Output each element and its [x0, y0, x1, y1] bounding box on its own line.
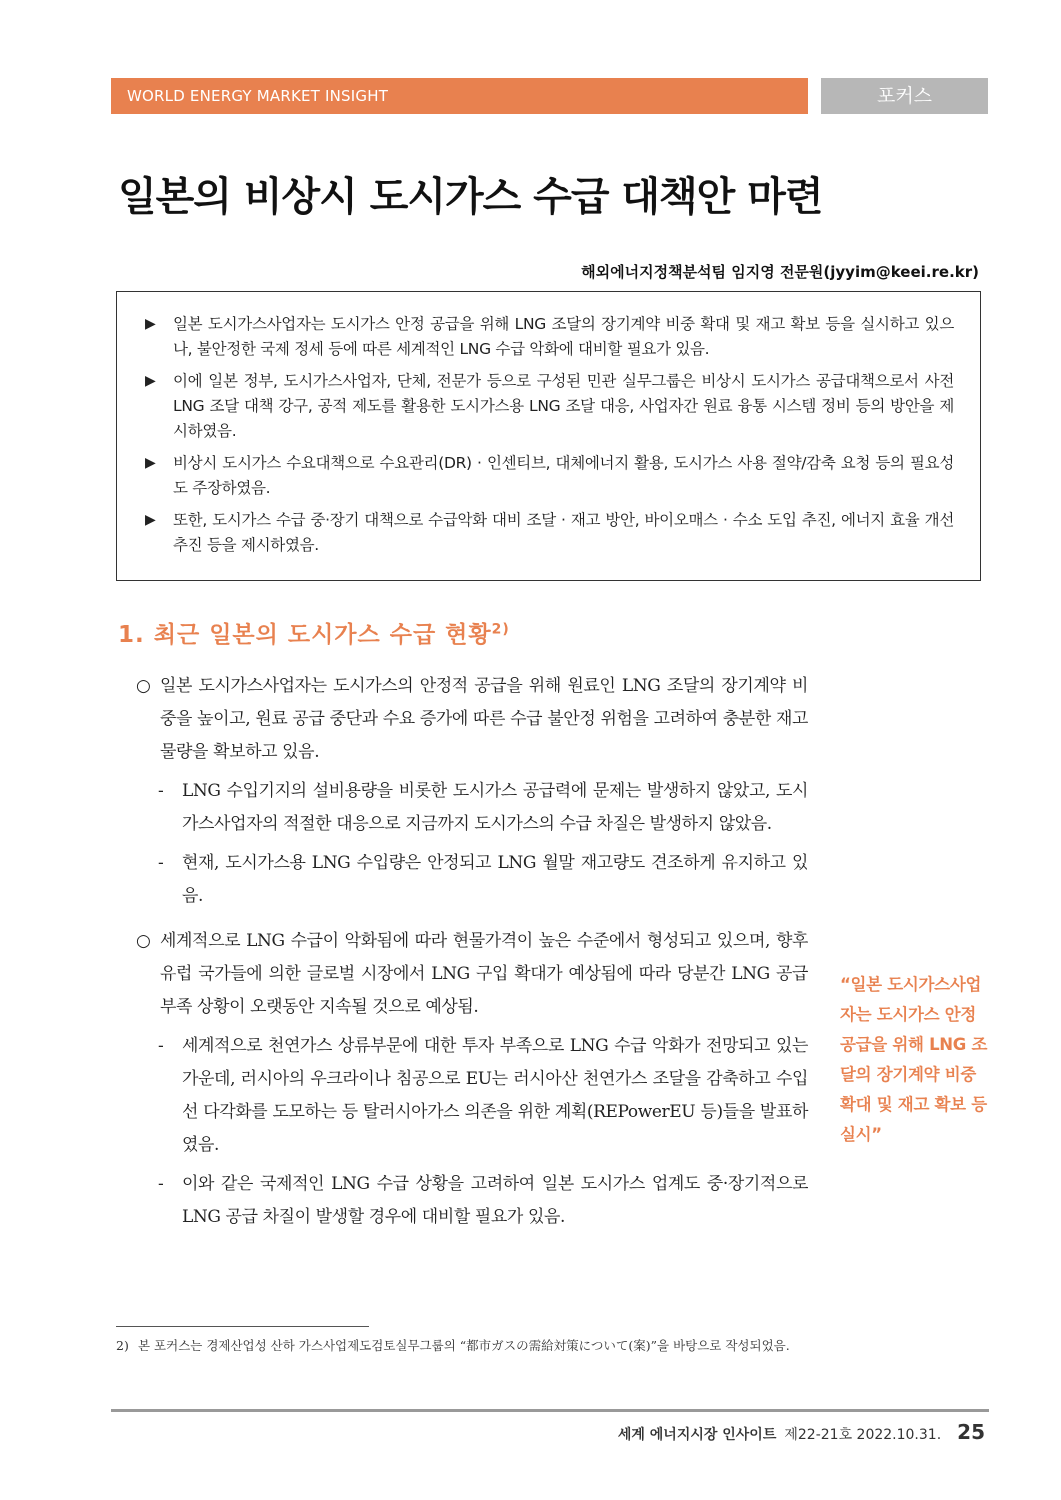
sub-paragraph-text: 세계적으로 천연가스 상류부문에 대한 투자 부족으로 LNG 수급 악화가 전망되고 있는 가운데, 러시아의 우크라이나 침공으로 EU는 러시아산 천연가스 조달을 감축하고 수입선 다각화를 도모하는 등 탈러시아가스 의존을 위한 계획(REPowerEU 등)들을 발표하였음. [182, 1036, 808, 1155]
circle-bullet-icon: ○ [136, 676, 151, 696]
dash-bullet-icon: - [158, 1174, 164, 1194]
footer-divider [111, 1409, 989, 1412]
sub-paragraph [158, 847, 808, 913]
triangle-bullet-icon: ▶ [145, 373, 156, 389]
body-column [136, 670, 808, 1240]
publication-name: 세계 에너지시장 인사이트 [617, 1427, 777, 1443]
page-footer [618, 1420, 985, 1444]
circle-bullet-icon: ○ [136, 931, 151, 951]
paragraph-text: 일본 도시가스사업자는 도시가스의 안정적 공급을 위해 원료인 LNG 조달의 장기계약 비중을 높이고, 원료 공급 중단과 수요 증가에 따른 수급 불안정 위험을 고려하여 충분한 재고물량을 확보하고 있음. [160, 676, 808, 762]
footnote-divider [116, 1326, 369, 1327]
summary-text: 일본 도시가스사업자는 도시가스 안정 공급을 위해 LNG 조달의 장기계약 비중 확대 및 재고 확보 등을 실시하고 있으나, 불안정한 국제 정세 등에 따른 세계적인 LNG 수급 악화에 대비할 필요가 있음. [173, 315, 954, 358]
summary-text: 또한, 도시가스 수급 중·장기 대책으로 수급악화 대비 조달 · 재고 방안, 바이오매스 · 수소 도입 추진, 에너지 효율 개선 추진 등을 제시하였음. [173, 511, 954, 554]
dash-bullet-icon: - [158, 781, 164, 801]
triangle-bullet-icon: ▶ [145, 512, 156, 528]
summary-item [145, 508, 954, 558]
paragraph [136, 925, 808, 1024]
summary-item [145, 369, 954, 444]
summary-text: 비상시 도시가스 수요대책으로 수요관리(DR) · 인센티브, 대체에너지 활용, 도시가스 사용 절약/감축 요청 등의 필요성도 주장하였음. [173, 454, 954, 497]
sub-paragraph-text: LNG 수입기지의 설비용량을 비롯한 도시가스 공급력에 문제는 발생하지 않았고, 도시가스사업자의 적절한 대응으로 지금까지 도시가스의 수급 차질은 발생하지 않았음. [182, 781, 808, 834]
dash-bullet-icon: - [158, 853, 164, 873]
article-title: 일본의 비상시 도시가스 수급 대책안 마련 [118, 174, 823, 220]
summary-item [145, 312, 954, 362]
paragraph-text: 세계적으로 LNG 수급이 악화됨에 따라 현물가격이 높은 수준에서 형성되고 있으며, 향후 유럽 국가들에 의한 글로벌 시장에서 LNG 구입 확대가 예상됨에 따라 당분간 LNG 공급 부족 상황이 오랫동안 지속될 것으로 예상됨. [160, 931, 808, 1017]
page-number: 25 [957, 1420, 985, 1444]
footnote [116, 1336, 808, 1356]
author-line: 해외에너지정책분석팀 임지영 전문원(jyyim@keei.re.kr) [581, 263, 979, 281]
dash-bullet-icon: - [158, 1036, 164, 1056]
footnote-number: 2) [116, 1338, 129, 1353]
summary-box [116, 291, 981, 581]
sub-paragraph [158, 1168, 808, 1234]
triangle-bullet-icon: ▶ [145, 316, 156, 332]
section-tag: 포커스 [821, 78, 988, 114]
series-header-bar: WORLD ENERGY MARKET INSIGHT [111, 78, 808, 114]
sub-paragraph-text: 현재, 도시가스용 LNG 수입량은 안정되고 LNG 월말 재고량도 견조하게 유지하고 있음. [182, 853, 808, 906]
sub-paragraph [158, 775, 808, 841]
sub-paragraph-text: 이와 같은 국제적인 LNG 수급 상황을 고려하여 일본 도시가스 업계도 중·장기적으로 LNG 공급 차질이 발생할 경우에 대비할 필요가 있음. [182, 1174, 808, 1227]
section-heading-text: 1. 최근 일본의 도시가스 수급 현황 [118, 622, 492, 648]
footnote-ref-link[interactable]: 2) [491, 621, 510, 638]
pull-quote: “일본 도시가스사업자는 도시가스 안정 공급을 위해 LNG 조달의 장기계약 비중 확대 및 재고 확보 등 실시” [840, 975, 988, 1144]
sub-paragraph [158, 1030, 808, 1162]
issue-info: 제22-21호 2022.10.31. [784, 1427, 942, 1443]
footnote-text: 본 포커스는 경제산업성 산하 가스사업제도검토실무그룹의 “都市ガスの需給対策について(案)”을 바탕으로 작성되었음. [138, 1338, 790, 1353]
section-heading [118, 616, 510, 649]
paragraph [136, 670, 808, 769]
summary-text: 이에 일본 정부, 도시가스사업자, 단체, 전문가 등으로 구성된 민관 실무그룹은 비상시 도시가스 공급대책으로서 사전 LNG 조달 대책 강구, 공적 제도를 활용한 도시가스용 LNG 조달 대응, 사업자간 원료 융통 시스템 정비 등의 방안을 제시하였음. [173, 372, 954, 440]
summary-item [145, 451, 954, 501]
triangle-bullet-icon: ▶ [145, 455, 156, 471]
